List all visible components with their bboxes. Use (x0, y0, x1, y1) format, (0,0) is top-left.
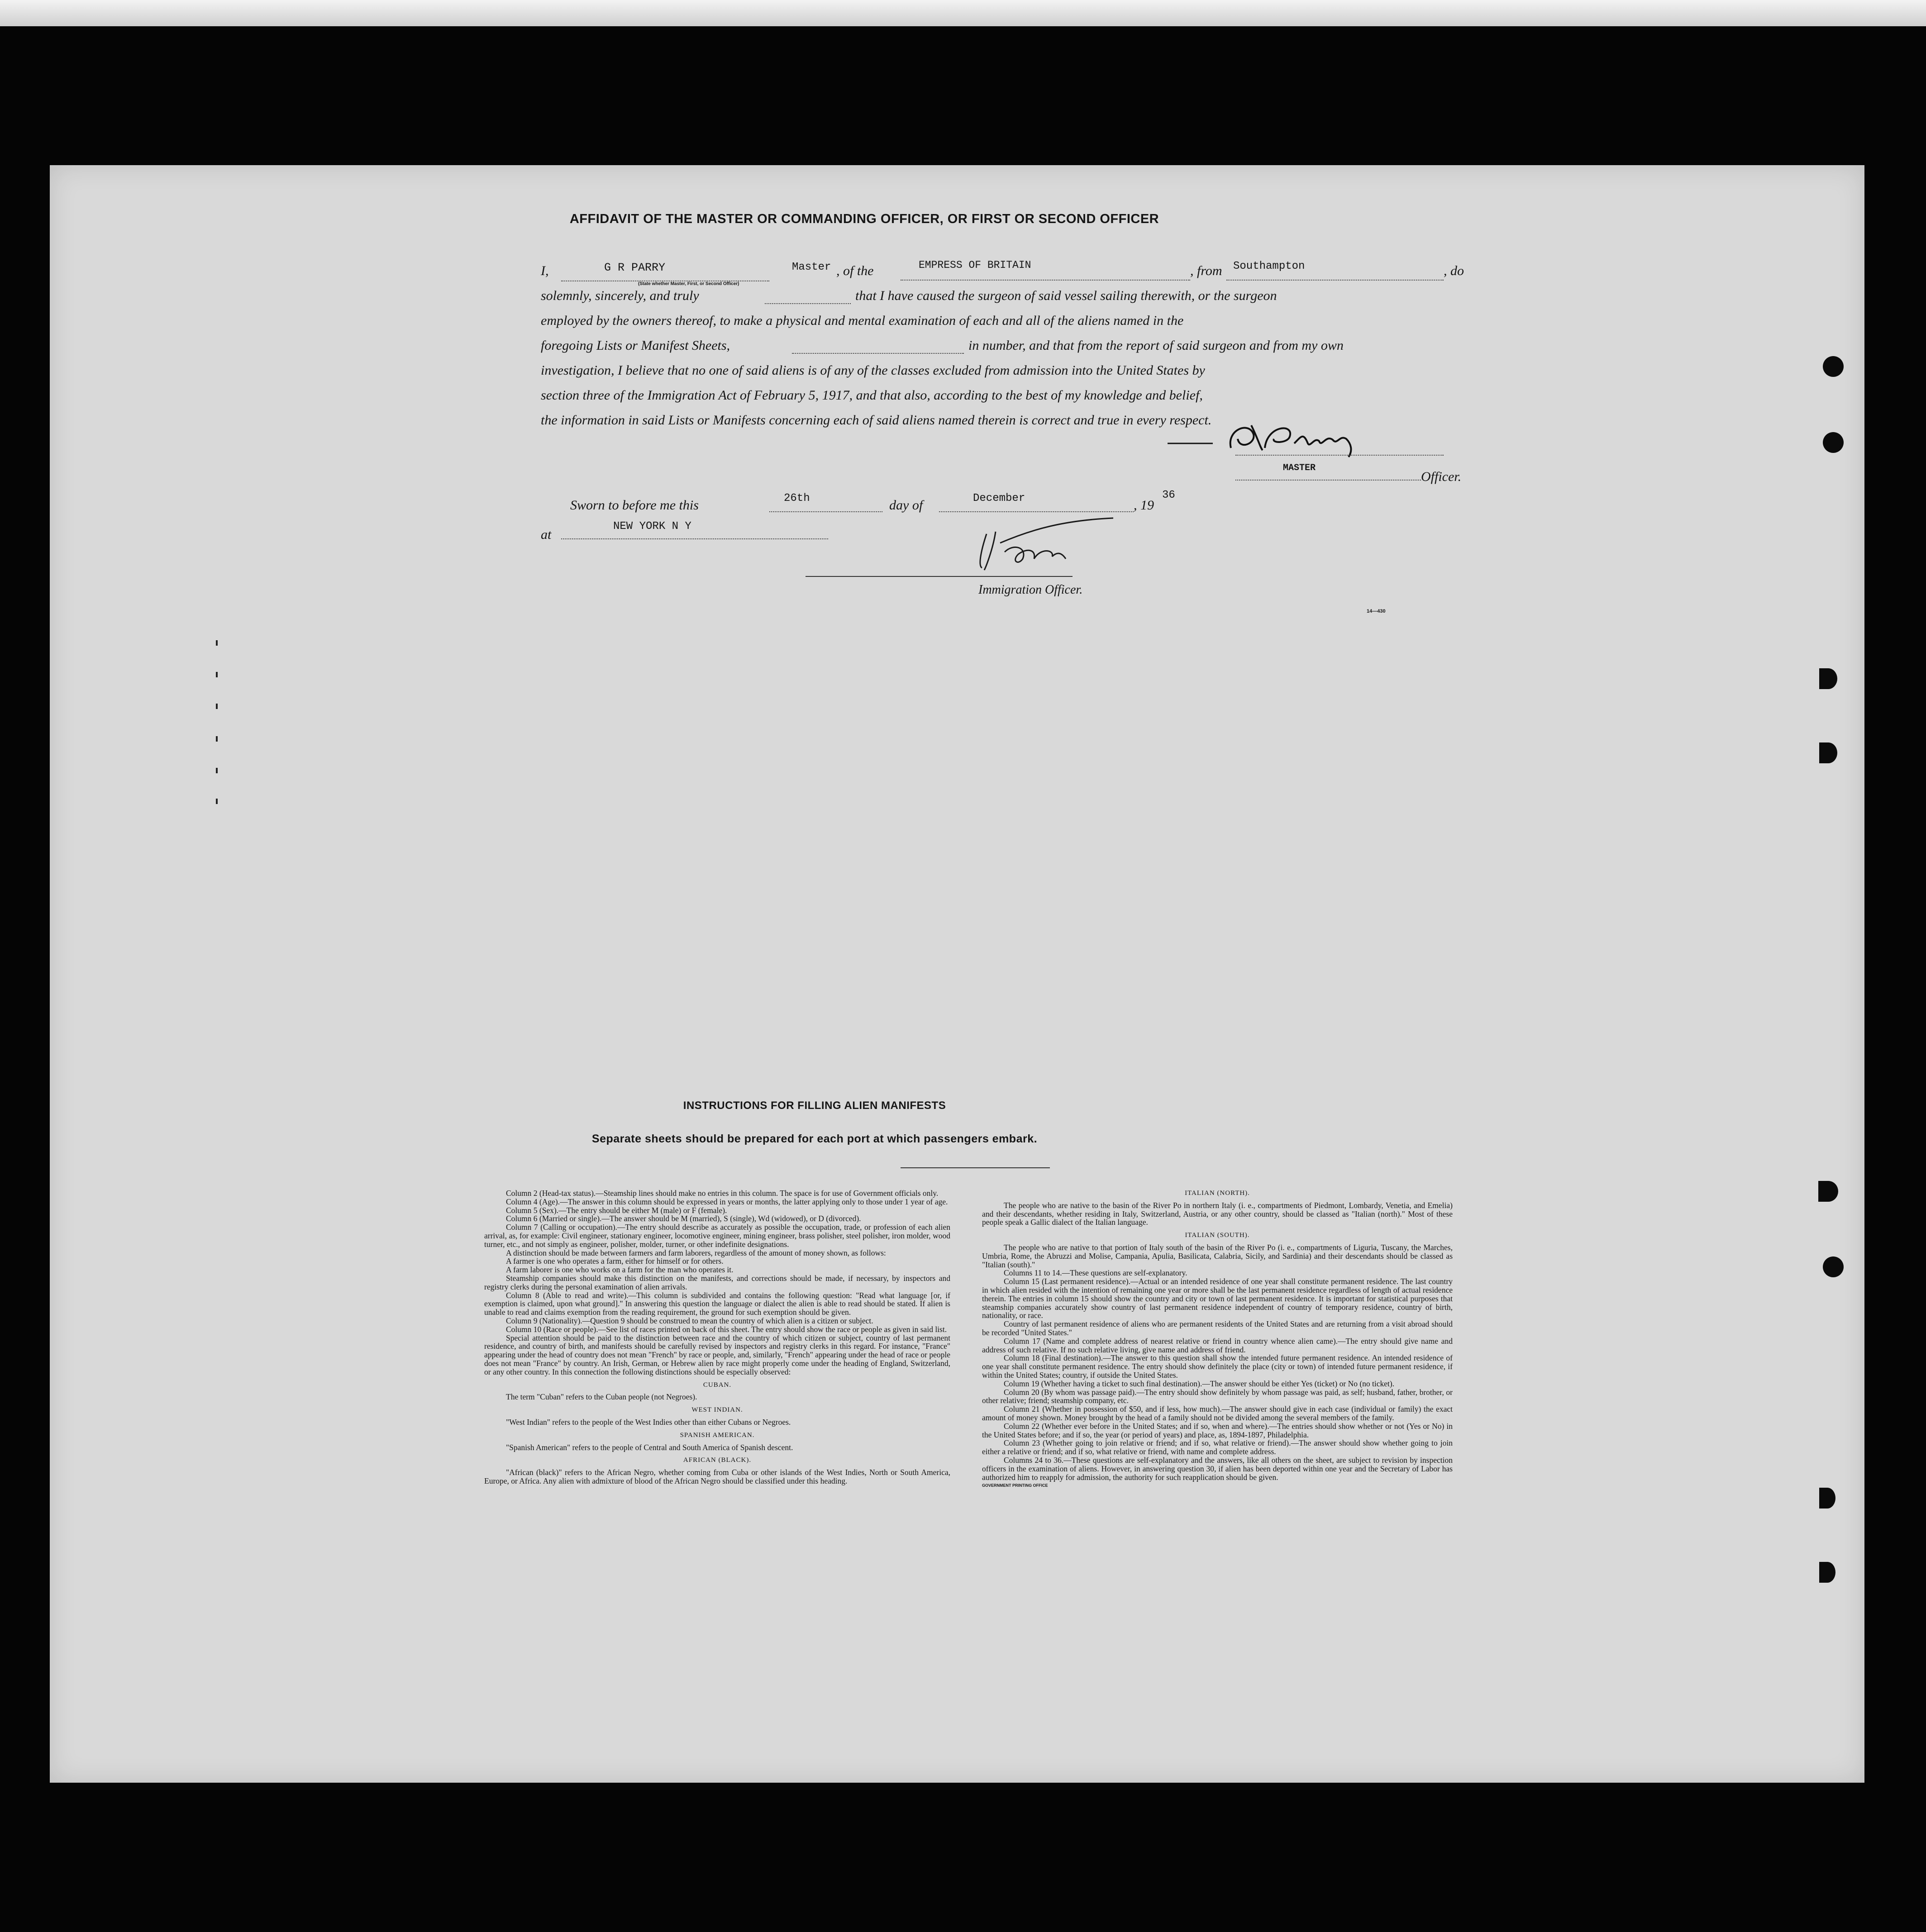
affidavit-line4b: in number, and that from the report of said surgeon and from my own (968, 338, 1344, 353)
instruction-paragraph: A farmer is one who operates a farm, either for himself or for others. (506, 1256, 724, 1266)
affidavit-line4a: foregoing Lists or Manifest Sheets, (541, 338, 730, 353)
punch-hole (1823, 1256, 1844, 1277)
spanish-american-text: "Spanish American" refers to the people of Central and South America of Spanish descent. (506, 1442, 793, 1452)
instruction-paragraph: Column 7 (Calling or occupation).—The entry should describe as accurately as possible the occupation, trade, or profession of each alien arrival, as, for example: Civil engineer, stationary engineer, locomotive engineer, mining engineer, brass polisher, steel polisher, iron molder, wood turner, etc., and not simply as engineer, polisher, molder, turner, or other indefinite designations. (484, 1223, 950, 1249)
vessel-line (901, 280, 1190, 281)
spanish-american-heading: SPANISH AMERICAN. (680, 1431, 755, 1439)
instruction-paragraph: Country of last permanent residence of aliens who are permanent residents of the United States and are returning from a visit abroad should be recorded "United States." (982, 1319, 1453, 1337)
instruction-paragraph: Column 17 (Name and complete address of nearest relative or friend in country whence alien came).—The entry should give name and address of such relative. If no such relative living, give name and address of friend. (982, 1336, 1453, 1354)
punch-hole (1819, 1488, 1835, 1508)
scanner-top-edge (0, 0, 1926, 26)
margin-mark (216, 640, 218, 646)
truly-line (765, 303, 851, 304)
instruction-paragraph: Columns 11 to 14.—These questions are self-explanatory. (1004, 1268, 1187, 1278)
instructions-right-column (982, 1189, 1453, 1490)
year-prefix: , 19 (1134, 498, 1154, 513)
port-name: Southampton (1233, 260, 1305, 272)
affidavit-line6: section three of the Immigration Act of February 5, 1917, and that also, according to the best of my knowledge and belief, (541, 388, 1203, 403)
at-label: at (541, 527, 552, 542)
affidavit-line5: investigation, I believe that no one of said aliens is of any of the classes excluded from admission into the United States by (541, 363, 1205, 378)
instructions-rule (901, 1167, 1050, 1168)
italian-north-text: The people who are native to the basin of the River Po in northern Italy (i. e., compartments of Piedmont, Lombardy, Venetia, and Emelia) and their descendants, whether residing in Italy, Switzerland, Austria, or any other country, should be classed as "Italian (north)." Most of these people speak a Gallic dialect of the Italian language. (982, 1200, 1453, 1227)
margin-mark (216, 768, 218, 773)
instruction-paragraph: A distinction should be made between farmers and farm laborers, regardless of the amount of money shown, as follows: (506, 1248, 886, 1257)
punch-hole (1819, 1562, 1835, 1583)
affidavit-title: AFFIDAVIT OF THE MASTER OR COMMANDING OFFICER, OR FIRST OR SECOND OFFICER (569, 212, 1159, 226)
punch-hole (1823, 432, 1844, 453)
margin-mark (216, 672, 218, 677)
instruction-paragraph: Column 19 (Whether having a ticket to such final destination).—The answer should be either Yes (ticket) or No (no ticket). (1004, 1379, 1395, 1388)
year-suffix: 36 (1162, 489, 1175, 501)
cuban-heading: CUBAN. (703, 1381, 732, 1389)
month-line (939, 511, 1134, 512)
day-line (769, 511, 882, 512)
african-text: "African (black)" refers to the African Negro, whether coming from Cuba or other islands of the West Indies, North or South America, Europe, or Africa. Any alien with admixture of blood of the African Negro should be classified under this heading. (484, 1468, 950, 1485)
instructions-title: INSTRUCTIONS FOR FILLING ALIEN MANIFESTS (683, 1099, 946, 1112)
west-indian-heading: WEST INDIAN. (691, 1406, 743, 1414)
affidavit-line2b: that I have caused the surgeon of said vessel sailing therewith, or the surgeon (855, 288, 1277, 303)
affidavit-line2a: solemnly, sincerely, and truly (541, 288, 699, 303)
officer-line (1235, 480, 1421, 481)
sheets-count-line (792, 353, 964, 354)
officer-name: G R PARRY (604, 261, 666, 274)
instruction-paragraph: Columns 24 to 36.—These questions are self-explanatory and the answers, like all others on the sheet, are subject to revision by inspection officers in the examination of aliens. However, in answering question 30, if alien has been deported within one year and the Secretary of Labor has authorized him to reapply for admission, the authority for such reapplication should be given. (982, 1455, 1453, 1482)
signature-line (1235, 455, 1444, 456)
master-signature (1158, 412, 1385, 462)
affidavit-line7: the information in said Lists or Manifests concerning each of said aliens named therein is correct and true in every respect. (541, 413, 1212, 428)
west-indian-text: "West Indian" refers to the people of the West Indies other than either Cubans or Negroes. (506, 1417, 791, 1427)
instruction-paragraph: Column 15 (Last permanent residence).—Actual or an intended residence of one year shall constitute permanent residence. The last country in which alien resided with the intention of remaining one year or more shall be the last permanent residence regardless of length of actual residence therein. The entries in column 15 should show the country and city or town of last permanent residence. It is important for statistical purposes that steamship companies accurately show country of last permanent residence independent of country of temporary residence, country of birth, nationality, or race. (982, 1277, 1453, 1320)
instruction-paragraph: Column 8 (Able to read and write).—This column is subdivided and contains the following question: "Read what language [or, if exemption is claimed, upon what ground]." In answering this question the language or dialect the alien is able to read should be stated. If alien is unable to read and claims exemption from the reading requirement, the ground for such exemption should be given. (484, 1290, 950, 1317)
sworn-month: December (973, 492, 1025, 504)
instruction-paragraph: A farm laborer is one who works on a farm for the man who operates it. (506, 1265, 734, 1275)
punch-hole (1819, 742, 1837, 763)
immigration-officer-label: Immigration Officer. (978, 583, 1083, 597)
margin-mark (216, 799, 218, 804)
cuban-text: The term "Cuban" refers to the Cuban people (not Negroes). (506, 1392, 697, 1402)
instructions-left-column (484, 1189, 950, 1485)
instruction-paragraph: Column 9 (Nationality).—Question 9 should be construed to mean the country of which alien is a citizen or subject. (506, 1316, 873, 1325)
of-the-label: , of the (836, 263, 874, 278)
place-line (561, 538, 828, 539)
printer-credit: GOVERNMENT PRINTING OFFICE (982, 1483, 1048, 1488)
sworn-place: NEW YORK N Y (613, 520, 691, 533)
instruction-paragraph: Column 6 (Married or single).—The answer should be M (married), S (single), Wd (widowed), or D (divorced). (506, 1214, 861, 1223)
day-of-label: day of (889, 498, 923, 513)
instruction-paragraph: Column 22 (Whether ever before in the United States; and if so, when and where).—The entries should show whether or not (Yes or No) in the United States before; and if so, the year (or period of years) and place, as, 1894-1897, Philadelphia. (982, 1421, 1453, 1439)
officer-signature-line (806, 576, 1073, 577)
sworn-day: 26th (784, 492, 810, 504)
instruction-paragraph: Column 2 (Head-tax status).—Steamship lines should make no entries in this column. The space is for use of Government officials only. (506, 1189, 939, 1198)
sworn-label: Sworn to before me this (570, 498, 699, 513)
instruction-paragraph: Column 23 (Whether going to join relative or friend; and if so, what relative or friend).—The answer should show whether going to join either a relative or friend; and if so, what relative or friend, with name and complete address. (982, 1438, 1453, 1456)
instruction-paragraph: Column 4 (Age).—The answer in this column should be expressed in years or months, the latter applying only to those under 1 year of age. (506, 1197, 948, 1206)
margin-mark (216, 704, 218, 709)
from-label: , from (1190, 263, 1222, 278)
african-heading: AFRICAN (BLACK). (683, 1456, 752, 1464)
instruction-paragraph: Steamship companies should make this distinction on the manifests, and corrections should be made, if necessary, by inspectors and registry clerks during the personal examination of alien arrivals. (484, 1273, 950, 1291)
do-label: , do (1444, 263, 1464, 278)
instruction-paragraph: The people who are native to that portion of Italy south of the basin of the River Po (i. e., compartments of Liguria, Tuscany, the Marches, Umbria, Rome, the Abruzzi and Molise, Campania, Apulia, Basilicata, Calabria, Sicily, and Sardinia) and their descendants should be classed as "Italian (south)." (982, 1242, 1453, 1269)
instructions-subtitle: Separate sheets should be prepared for each port at which passengers embark. (591, 1133, 1038, 1145)
instruction-paragraph: Column 21 (Whether in possession of $50, and if less, how much).—The answer should give in each case (individual or family) the exact amount of money shown. Money brought by the head of a family should not be divided among the several members of the family. (982, 1404, 1453, 1422)
margin-mark (216, 736, 218, 742)
punch-hole (1819, 668, 1837, 689)
instruction-paragraph: Column 18 (Final destination).—The answer to this question shall show the intended future permanent residence. An intended residence of one year shall constitute permanent residence. The entry should show definitely the place (city or town) of intended future permanent residence, if within the United States; country, if outside the United States. (982, 1353, 1453, 1380)
italian-north-heading: ITALIAN (NORTH). (1185, 1190, 1250, 1197)
port-line (1226, 280, 1444, 281)
officer-rank: Master (792, 261, 831, 273)
affidavit-line3: employed by the owners thereof, to make a physical and mental examination of each and all of the aliens named in the (541, 313, 1184, 328)
affidavit-intro: I, (541, 263, 549, 278)
signer-title: MASTER (1283, 463, 1316, 473)
italian-south-heading: ITALIAN (SOUTH). (1185, 1232, 1250, 1239)
instruction-paragraph: Column 10 (Race or people).—See list of races printed on back of this sheet. The entry should show the race or people as given in said list. (506, 1324, 947, 1334)
form-number: 14—430 (1367, 609, 1386, 614)
officer-label: Officer. (1421, 469, 1462, 484)
instruction-paragraph: Column 5 (Sex).—The entry should be either M (male) or F (female). (506, 1205, 727, 1215)
vessel-name: EMPRESS OF BRITAIN (919, 259, 1031, 271)
immigration-officer-signature (968, 516, 1149, 575)
instruction-paragraph: Special attention should be paid to the distinction between race and the country of which citizen or subject, country of last permanent residence, and country of birth, and manifests should be carefully revised by inspectors and registry clerks in this regard. For instance, "France" appearing under the head of country does not mean "French" by race or people, and, similarly, "French" appearing under the head of race or people does not mean "France" by country. An Irish, German, or Hebrew alien by race might properly come under the heading of England, Switzerland, or any other country. In this connection the following distinctions should be especially observed: (484, 1333, 950, 1376)
punch-hole (1823, 356, 1844, 377)
rank-note: (State whether Master, First, or Second Officer) (638, 281, 739, 286)
instruction-paragraph: Column 20 (By whom was passage paid).—The entry should show definitely by whom passage was paid, as self; husband, father, brother, or other relative; friend; steamship company, etc. (982, 1387, 1453, 1405)
manifest-sheet (50, 165, 1864, 1783)
punch-hole (1818, 1181, 1838, 1202)
